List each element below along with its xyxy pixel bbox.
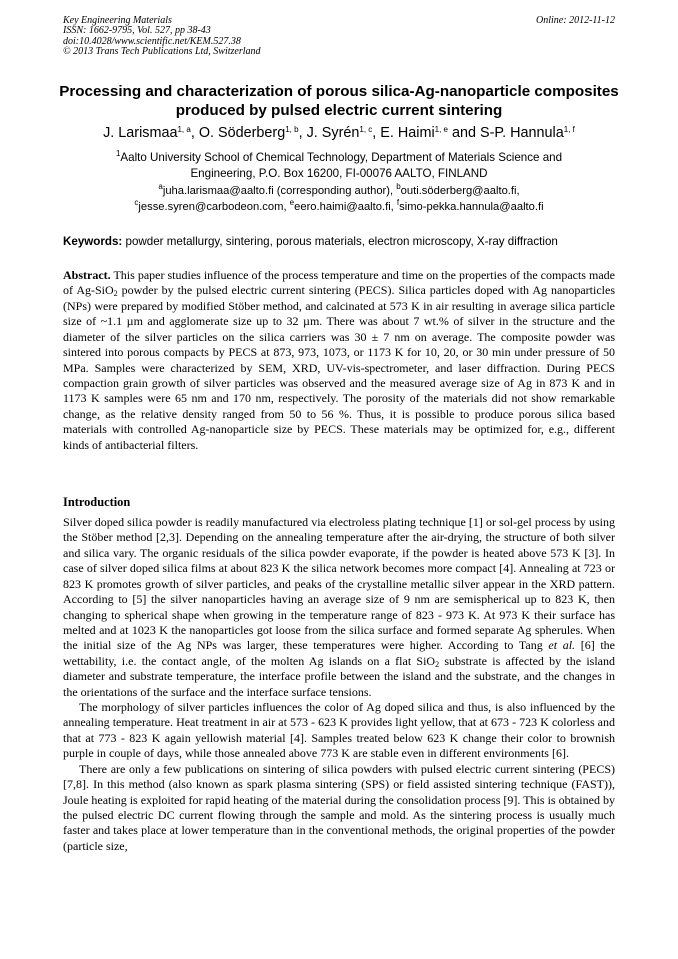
keywords [63,234,623,249]
author-list [20,124,658,142]
author-separator: , [298,125,307,141]
email-link[interactable]: juha.larismaa@aalto.fi (corresponding author), [162,185,397,197]
keywords-text: powder metallurgy, sintering, porous materials, electron microscopy, X-ray diffraction [122,235,558,248]
paragraph-text: [6] the wettability, i.e. the contact angle, of the molten Ag islands on a flat SiO [63,638,616,668]
keywords-label: Keywords: [63,235,123,248]
author-name: E. Haimi [380,125,435,141]
paper-title: Processing and characterization of porous silica-Ag-nanoparticle composites produced by pulsed electric current sintering [59,83,619,119]
affiliation [80,150,598,181]
email-superscript: e [289,197,295,207]
affiliation-superscript: 1 [115,149,121,158]
author-separator: , [372,125,381,141]
author-superscript: 1, a [177,125,191,134]
abstract-text: powder by the pulsed electric current sintering (PECS). Silica particles doped with Ag nanoparticles (NPs) were prepared by modified Stöber method, and calcinated at 573 K in air resulting in average silica particle size of ~1.1 µm and agglomerate size up to 32 µm. There was about 7 wt.% of silver in the structure and the diameter of the silver particles on the silica carriers was 30 ± 7 nm on average. The composite powder was sintered into porous compacts by PECS at 873, 973, 1073, or 1173 K for 10, 20, or 30 min under pressure of 50 MPa. Samples were characterized by SEM, XRD, UV-vis-spectrometer, and laser diffraction. During PECS compaction grain growth of silver particles was observed and the measured average size of Ag in 873 K and in 1173 K samples were 65 nm and 170 nm, respectively. The porosity of the materials did not show remarkable change, as the relative density ranged from 50 to 56 %. Thus, it is possible to produce porous silica based materials with controlled Ag-nanoparticle size by PECS. These materials may be optimized for, e.g., different kinds of antibacterial filters. [63,283,615,452]
affiliation-line: Engineering, P.O. Box 16200, FI-00076 AALTO, FINLAND [190,166,488,180]
author-name: O. Söderberg [198,125,286,141]
paragraph: The morphology of silver particles influences the color of Ag doped silica and thus, is also influenced by the annealing temperature. Heat treatment in air at 573 - 623 K provides light yellow, that at 673 - 723 K colorless and that at 773 - 823 K again yellowish material [4]. Samples treated below 623 K change their color to brownish purple in couple of days, while those annealed above 773 K are stable even in different environments [6]. [63,700,615,761]
email-link[interactable]: outi.söderberg@aalto.fi, [400,185,520,197]
author-name: J. Larismaa [103,125,178,141]
author-separator: , [190,125,199,141]
email-superscript: f [396,197,400,207]
author-separator: and [448,125,481,141]
author-superscript: 1, f [563,125,575,134]
author-superscript: 1, b [285,125,299,134]
online-date: Online: 2012-11-12 [536,15,615,26]
affiliation-line: Aalto University School of Chemical Technology, Department of Materials Science and [120,151,563,164]
abstract-subscript: 2 [113,289,118,299]
abstract-label: Abstract. [63,268,111,282]
email-link[interactable]: jesse.syren@carbodeon.com, [138,200,290,213]
section-heading: Introduction [63,495,131,509]
email-superscript: c [134,197,139,207]
paragraph [63,515,615,700]
author-emails [60,184,618,215]
paragraph-text: substrate is affected by the island diameter and substrate temperature, the interface profile between the island and the substrate, and the changes in the orientations of the surface and the interface surface tensions. [63,653,616,699]
author-name: S-P. Hannula [480,125,564,141]
email-superscript: b [396,182,401,191]
author-name: J. Syrén [306,125,360,141]
author-superscript: 1, c [359,125,373,134]
email-link[interactable]: eero.haimi@aalto.fi, [294,200,397,213]
abstract-text: This paper studies influence of the process temperature and time on the properties of the compacts made of Ag-SiO [63,268,615,298]
journal-copyright: © 2013 Trans Tech Publications Ltd, Switzerland [63,46,261,58]
journal-issn: ISSN: 1662-9795, Vol. 527, pp 38-43 [63,25,211,37]
introduction-body [63,515,615,854]
email-superscript: a [158,182,163,191]
journal-doi: doi:10.4028/www.scientific.net/KEM.527.38 [63,35,241,47]
author-superscript: 1, e [434,125,448,134]
journal-meta [63,16,615,58]
paragraph-subscript: 2 [435,659,440,669]
email-link[interactable]: simo-pekka.hannula@aalto.fi [399,200,544,213]
emphasis-text: et al. [548,638,576,653]
paragraph: There are only a few publications on sintering of silica powders with pulsed electric current sintering (PECS) [7,8]. In this method (also known as spark plasma sintering (SPS) or field assisted sintering technique (FAST)), Joule heating is exploited for rapid heating of the material during the consolidation process [9]. This is obtained by the pulsed electric DC current flowing through the sample and mold. As the sintering process is usually much faster and takes place at lower temperature than in the conventional methods, the original properties of the powder (particle size, [63,761,615,853]
journal-name: Key Engineering Materials [63,15,172,26]
abstract [63,268,615,453]
paragraph-text: Silver doped silica powder is readily manufactured via electroless plating technique [1] or sol-gel process by using the Stöber method [2,3]. Depending on the annealing temperature after the air-drying, the structure of both silver and silica vary. The organic residuals of the silica powder evaporate, if the powder is heated above 573 K [3]. In case of silver doped silica films at about 823 K the silica network becomes more compact [4]. Annealing at 723 or 823 K promotes growth of silver particles, and peaks of the crystalline metallic silver appear in the XRD pattern. According to [5] the silver nanoparticles having an average size of 9 nm are semispherical up to 823 K, then changing to spherical shape when growing in the temperature range of 823 - 973 K. At 973 K their surface has melted and at 1023 K the nanoparticles got loose from the silica surface and formed separate Ag spherules. When the initial size of the Ag NPs was larger, these temperatures were higher. According to Tang [63,515,615,653]
